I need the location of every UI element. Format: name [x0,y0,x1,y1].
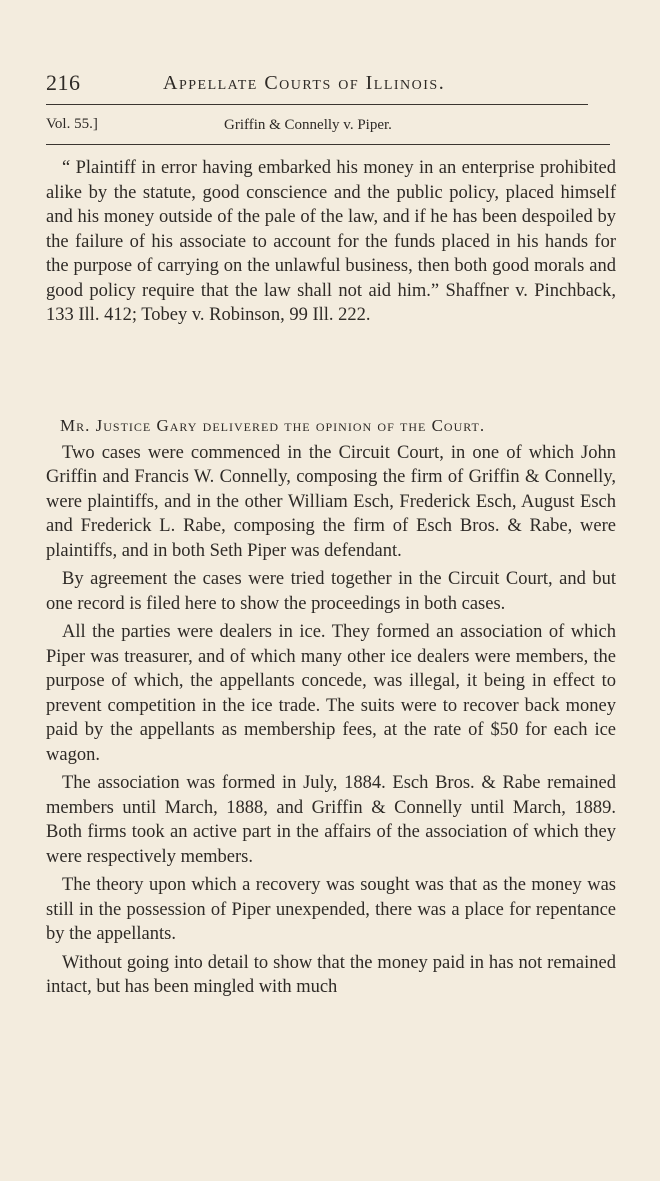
running-head [46,70,606,100]
opinion-paragraph-2: By agreement the cases were tried together in the Circuit Court, and but one record is filed here to show the proceedings in both cases. [46,569,616,614]
quote-text: “ Plaintiff in error having embarked his money in an enterprise prohibited alike by the statute, good conscience and the public policy, placed himself and his money outside of the pale of the law, and if he has been despoiled by the failure of his associate to account for the funds placed in his hands for the purpose of carrying on the unlawful business, then both good morals and good policy require that the law shall not aid him.” Shaffner v. Pinchback, 133 Ill. 412; Tobey v. Robinson, 99 Ill. 222. [46,158,616,325]
header-rule-bottom [46,144,610,145]
header-rule-top [46,104,588,105]
page-number: 216 [46,70,81,95]
opinion-paragraph-1: Two cases were commenced in the Circuit Court, in one of which John Griffin and Francis W. Connelly, composing the firm of Griffin & Connelly, were plaintiffs, and in the other William Esch, Frederick Esch, August Esch and Frederick L. Rabe, composing the firm of Esch Bros. & Rabe, were plaintiffs, and in both Seth Piper was defendant. [46,442,616,561]
header-title: Appellate Courts of Illinois. [163,72,446,94]
opinion-body [46,414,616,1004]
opinion-heading: Mr. Justice Gary delivered the opinion of the Court. [60,416,486,435]
case-caption: Griffin & Connelly v. Piper. [224,117,392,133]
quoted-passage [46,156,616,328]
opinion-paragraph-3: All the parties were dealers in ice. They formed an association of which Piper was treasurer, and of which many other ice dealers were members, the purpose of which, the appellants concede, was illegal, it being in effect to prevent competition in the ice trade. The suits were to recover back money paid by the appellants as membership fees, at the rate of $50 for each ice wagon. [46,622,616,765]
opinion-paragraph-5: The theory upon which a recovery was sought was that as the money was still in the possession of Piper unexpended, there was a place for repentance by the appellants. [46,875,616,944]
opinion-paragraph-4: The association was formed in July, 1884. Esch Bros. & Rabe remained members until March, 1888, and Griffin & Connelly until March, 1889. Both firms took an active part in the affairs of the association of which they were respectively members. [46,773,616,867]
opinion-paragraph-6: Without going into detail to show that the money paid in has not remained intact, but has been mingled with much [46,952,616,997]
volume-line [46,116,606,140]
volume-label: Vol. 55.] [46,116,98,132]
